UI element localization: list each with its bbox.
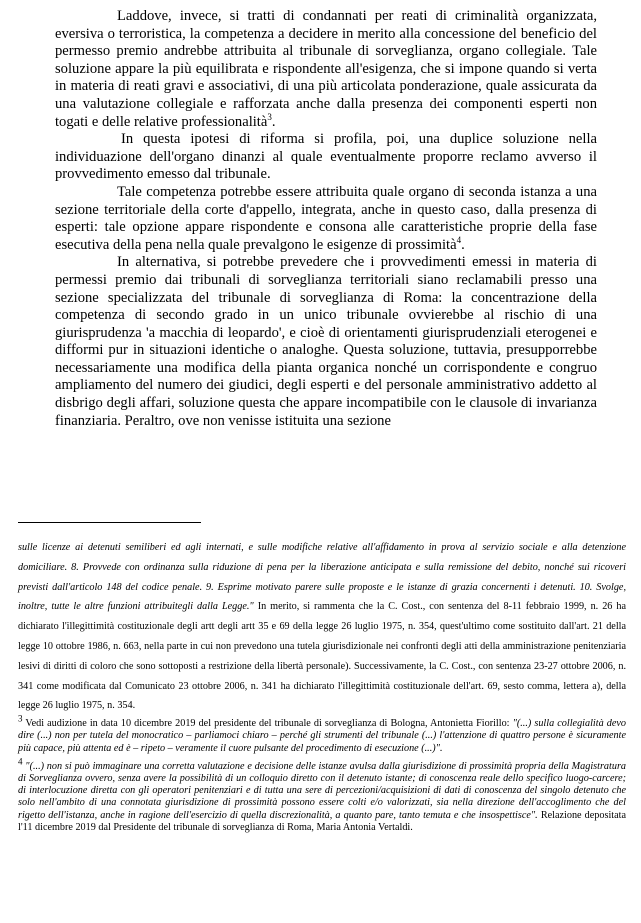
paragraph-1: Laddove, invece, si tratti di condannati per reati di criminalità organizzata, eversiva o terroristica, la competenza a decidere in merito alla concessione del beneficio del permesso premio andrebbe attribuita al tribunale di sorveglianza, organo collegiale. Tale soluzione appare la più equilibrata e rispondente all'esigenza, che si impone quando si verta in materia di reati gravi e associativi, di una più articolata ponderazione, quale assicurata da una valutazione collegiale e rafforzata anche dalla presenza dei componenti esperti non togati e delle relative professionalità$^3$. <box>55 8 597 130</box>
paragraph-2: In questa ipotesi di riforma si profila, poi, una duplice soluzione nella individuazione dell'organo dinanzi al quale eventualmente proporre reclamo avverso il provvedimento emesso dal tribunale. <box>55 131 597 183</box>
footnote-4-number: 4 <box>18 756 23 767</box>
footnote-4: $^4$ "(...) non si può immaginare una corretta valutazione e decisione delle istanze avulsa dalla giurisdizione di prossimità propria della Magistratura di Sorveglianza ovvero, senza avere la possibilità di un colloquio diretto con il detenuto istante; di conoscenza reale dello specifico luogo-carcere; di interlocuzione diretta con gli operatori penitenziari e di tutta una sere di percezioni/acquisizioni di dati di conoscenza del singolo detenuto che solo nell'ambito di una connotata giurisdizione di prossimità possono essere colti e/o valorizzati, sia nella direzione dell'accoglimento che del rigetto dell'istanza, anche in ragione dell'esercizio di quella discrezionalità, a quanto pare, tanto temuta e che insospettisce". Relazione depositata l'11 dicembre 2019 dal Presidente del tribunale di sorveglianza di Roma, Maria Antonia Vertaldi. <box>18 756 626 833</box>
footnote-3: $^3$ Vedi audizione in data 10 dicembre 2019 del presidente del tribunale di sorveglianza di Bologna, Antonietta Fiorillo: "(...) sulla collegialità devo dire (...) non per tutela del monocratico – parliamoci chiaro – perché gli strumenti del tribunale (...) l'attenzione di quattro persone è sicuramente più capace, più attenta ed è – ripeto – veramente il cuore pulsante del procedimento di esecuzione (...)". <box>18 713 626 754</box>
paragraph-3: Tale competenza potrebbe essere attribuita quale organo di seconda istanza a una sezione territoriale della corte d'appello, integrata, anche in questo caso, dalla presenza di esperti: tale opzione appare rispondente e consona alle caratteristiche proprie della fase esecutiva della pena nella quale prevalgono le esigenze di prossimità$^4$. <box>55 183 597 253</box>
footnote-3-number: 3 <box>18 713 23 724</box>
footnote-ref-4[interactable]: 4 <box>456 234 462 245</box>
footnote-ref-3[interactable]: 3 <box>267 111 272 122</box>
footnotes <box>18 538 626 834</box>
main-text <box>55 8 597 430</box>
footnote-separator <box>18 522 201 523</box>
footnote-continuation: sulle licenze ai detenuti semiliberi ed agli internati, e sulle modifiche relative all'affidamento in prova al servizio sociale e alla detenzione domiciliare. 8. Provvede con ordinanza sulla riduzione di pena per la liberazione anticipata e sulla remissione del debito, nonché sui ricoveri previsti dall'articolo 148 del codice penale. 9. Esprime motivato parere sulle proposte e le istanze di grazia concernenti i detenuti. 10. Svolge, inoltre, tutte le altre funzioni attribuitegli dalla Legge." In merito, si rammenta che la C. Cost., con sentenza del 8-11 febbraio 1999, n. 26 ha dichiarato l'illegittimità costituzionale degli artt degli artt 35 e 69 della legge 26 luglio 1975, n. 354, quest'ultimo come sostituito dall'art. 21 della legge 10 ottobre 1986, n. 663, nella parte in cui non prevedono una tutela giurisdizionale nei confronti degli atti della amministrazione penitenziaria lesivi di diritti di coloro che sono sottoposti a restrizione della libertà personale). Successivamente, la C. Cost., con sentenza 23-27 ottobre 2006, n. 341 come modificata dal Comunicato 23 ottobre 2006, n. 341 ha dichiarato l'illegittimità costituzionale dell'art. 69, sesto comma, lettera a), della legge 26 luglio 1975, n. 354. <box>18 542 626 712</box>
paragraph-4: In alternativa, si potrebbe prevedere che i provvedimenti emessi in materia di permessi premio dai tribunali di sorveglianza territoriali siano reclamabili presso una sezione specializzata del tribunale di sorveglianza di Roma: la concentrazione della competenza di secondo grado in un unico tribunale ovvierebbe al rischio di una giurisprudenza 'a macchia di leopardo', e cioè di orientamenti giurisprudenziali eterogenei e difformi pur in situazioni identiche o analoghe. Questa soluzione, tuttavia, presupporrebbe necessariamente una modifica della pianta organica nonché un corrispondente e congruo ampliamento del numero dei giudici, degli esperti e del personale amministrativo addetto al disbrigo degli affari, soluzione questa che appare incompatibile con le clausole di invarianza finanziaria. Peraltro, ove non venisse istituita una sezione <box>55 254 597 429</box>
